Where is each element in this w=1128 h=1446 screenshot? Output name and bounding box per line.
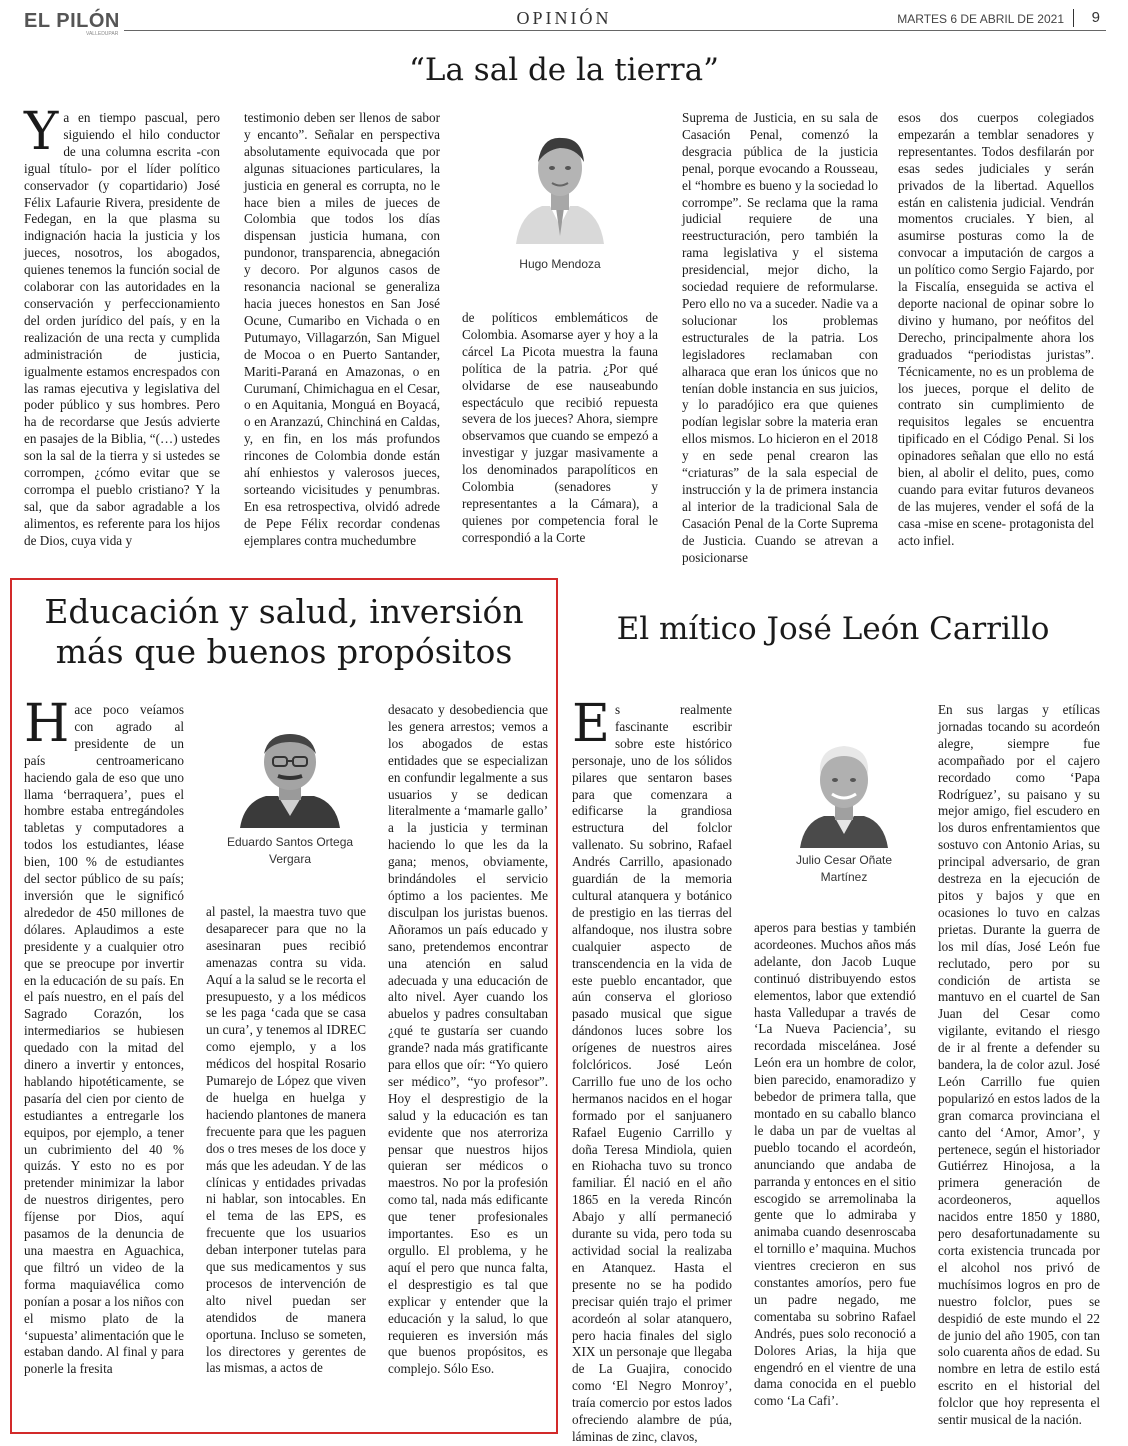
article-top-col-3: de políticos emblemáticos de Colombia. Asomarse ayer y hoy a la cárcel La Picota muestra la fauna política de la patria. ¿Por qué olvidarse de ese nauseabundo espectáculo que recibió repuesta severa de los jueces? Ahora, siempre observamos que cuando se empezó a investigar y juzgar masivamente a los denominados parapolíticos en Colombia (senadores y representantes a la Cámara), a quienes por competencia foral le correspondió a la Corte (462, 310, 658, 545)
article-text: a en tiempo pascual, pero siguiendo el hilo conductor de una columna escrita -con igual título- por el líder político conservador (y copartidario) José Félix Lafaurie Rivera, presidente de Fedegan, en la que plasma su indignación hacia la justicia y los jueces, nosotros, los abogados, quienes tenemos la función social de colaborar con las autoridades en la conservación y perfeccionamiento del orden jurídico del país, y en la realización de una recta y cumplida administración de justicia, igualmente estamos encrespados con las ramas ejecutiva y legislativa del poder público y sus hombres. Pero ha de recordarse que Jesús advierte en pasajes de la Biblia, “(…) ustedes son la sal de la tierra y si ustedes se corrompen, ¿cómo evitar que se corrompa el pueblo cristiano? Y la sal, que da sabor agradable a los alimentos, es referente para los hijos de Dios, cuya vida y (24, 110, 220, 548)
newspaper-logo: EL PILÓN (24, 10, 120, 32)
header-rule (124, 30, 1106, 31)
author-caption (206, 834, 374, 868)
title-line-2: más que buenos propósitos (55, 632, 513, 671)
author-name-line-2: Martínez (820, 870, 868, 884)
article-text: ace poco veíamos con agrado al presidente de un país centroamericano haciendo gala de eso que uno llama ‘berraquera’, pues el hombre estaba entregándoles tabletas y computadores a todos los estudiantes, léase bien, 100 % de estudiantes del sector público de su país; inversión que le significó alrededor de 450 millones de dólares. Aplaudimos a este presidente y a cualquier otro que se preocupe por invertir en la educación de su país. En el país nuestro, en el país del Sagrado Corazón, los intermediarios se hubiesen quedado con la mitad del dinero a invertir y entonces, hablando hipotéticamente, se pasaría del cien por ciento de estudiantes a entregarle los equipos, por ejemplo, a tener un cubrimiento del 40 % quizás. Y esto no es por pretender minimizar la labor de nuestros dirigentes, pero fíjense por Dios, aquí pasamos de la denuncia de una maestra en Aguachica, que filtró un video de la forma maquiavélica como ponían a posar a los niños con el mismo plato de la ‘supuesta’ alimentación que le estaban dando. Al final y para ponerle la fresita (24, 702, 184, 1377)
article-right-col-2: aperos para bestias y también acordeones. Muchos años más adelante, don Jacob Luque continuó distribuyendo estos elementos, labor que extendió hasta Valledupar a través de ‘La Nueva Paciencia’, su recordada miscelánea. José León era un hombre de color, bien parecido, enamoradizo y bebedor de primera talla, que montado en su caballo blanco le daba un par de vueltas al pueblo tocando el acordeón, anunciando que andaba de parranda y entonces en el sitio escogido se arremolinaba la gente que lo admiraba y animaba cuando desenroscaba el tornillo e’ maquina. Muchos vientres crecieron en sus constantes amoríos, pero fue un padre negado, me comentaba su sobrino Rafael Andrés, pues solo reconoció a Dolores Arias, la hija que engendró en el vientre de una dama conocida en el pueblo como ‘La Cafi’. (754, 920, 916, 1409)
author-name-line-1: Eduardo Santos Ortega (226, 835, 354, 849)
author-portrait-eduardo-santos (232, 724, 348, 828)
article-top-col-1 (24, 102, 220, 548)
header-divider (1073, 9, 1074, 27)
logo-subtitle: VALLEDUPAR (86, 31, 119, 37)
author-caption (760, 852, 928, 886)
dropcap: Y (24, 102, 59, 162)
article-right-col-3: En sus largas y etílicas jornadas tocando su acordeón alegre, siempre fue acompañado por el cajero recordado como ‘Papa Rodríguez’, su paisano y su mejor amigo, fiel escudero en los duros enfrentamientos que sostuvo con Antonio Arias, su principal adversario, de gran destreza en la ejecución de pitos y bajos y que en ocasiones lo tuvo en calzas prietas. Durante la guerra de los mil días, José León fue reclutado, pero por su condición de artista se mantuvo en el cuartel de San Juan del Cesar como vigilante, evitando el riesgo de ir al frente a defender su bandera, la de color azul. José León Carrillo fue quien popularizó en estos lados de la gran comarca provinciana el canto del ‘Amor, Amor’, y pertenece, según el historiador Gutiérrez Hinojosa, a la primera generación de acordeoneros, aquellos nacidos entre 1850 y 1880, pero desafortunadamente su corta existencia truncada por el alcohol nos privó de muchísimos logros en pro de nuestro folclor, pues se despidió de este mundo el 22 de junio del año 1905, con tan solo cuarenta años de edad. Su nombre en letra de estilo está escrito en el historial del folclor que hoy representa el sentir musical de la nación. (938, 702, 1100, 1428)
dropcap: E (572, 694, 610, 754)
author-portrait-hugo-mendoza (512, 126, 608, 244)
article-title-right: El mítico José León Carrillo (616, 611, 1050, 647)
dropcap: H (24, 694, 70, 754)
article-top-col-5: esos dos cuerpos colegiados empezarán a temblar senadores y representantes. Todos desfilarán por esas sedes judiciales y serán privados de la libertad. Aquellos están en calistenia judicial. Vendrán momentos cruciales. Y bien, al asumirse posturas como la de convocar a imputación de cargos a un político como Sergio Fajardo, por la Fiscalía, enseguida se activa el deporte nacional de opinar sobre lo divino y humano, por neófitos del Derecho, principalmente ahora los graduados “periodistas juristas”. Técnicamente, no es un problema de los jueces, porque el delito de contrato sin cumplimiento de requisitos legales se encuentra tipificado en el Código Penal. Si los opinadores señalan que ello no está bien, al abolir el delito, pues, como cuando para evitar futuros devaneos de las mujeres, vender el sofá de la casa -mise en scene- protagonista del acto infiel. (898, 110, 1094, 548)
article-top-col-2: testimonio deben ser llenos de sabor y encanto”. Señalar en perspectiva absolutamente equivocada que por algunas situaciones particulares, la justicia en general es corrupta, no le hace bien a miles de jueces de Colombia que todos los días dispensan justicia humana, con pundonor, transparencia, abnegación y decoro. Por algunos casos de resonancia nacional se generaliza hacia jueces honestos en San José Ocune, Cumaribo en Vichada o en Putumayo, Villagarzón, San Miguel de Mocoa o en Puerto Santander, Mariti-Paraná en Amazonas, o en Curumaní, Chimichagua en el Cesar, o en Aquitania, Monguá en Boyacá, o en Aranzazú, Chinchiná en Caldas, y, en fin, en los más profundos rincones de Colombia donde están ahí enhiestos y valerosos jueces, sorteando vicisitudes y penumbras. En esa retrospectiva, olvidó adrede de Pepe Félix recordar condenas ejemplares contra muchedumbre (244, 110, 440, 548)
page-number: 9 (1091, 9, 1100, 26)
article-left-col-2: al pastel, la maestra tuvo que desaparecer para que no la asesinaran pues recibió amenazas contra su vida. Aquí a la salud se le recorta el presupuesto, y a los médicos se les paga ‘cada que se casa un cura’, y tenemos al IDREC como ejemplo, y a los médicos del hospital Rosario Pumarejo de López que viven de huelga en huelga y haciendo plantones de manera frecuente para que les paguen dos o tres meses de los doce y más que les adeudan. Y de las clínicas y entidades privadas ni hablar, son intocables. En el tema de las EPS, es frecuente que los usuarios deban interponer tutelas para que sus medicamentos y sus procesos de intervención de alto nivel puedan ser atendidos de manera oportuna. Incluso se someten, los directores y gerentes de las mismas, a actos de (206, 904, 366, 1376)
section-name: OPINIÓN (516, 8, 612, 28)
author-name-line-1: Julio Cesar Oñate (795, 853, 893, 867)
author-portrait-julio-cesar (796, 738, 892, 848)
masthead (0, 0, 1128, 42)
article-title-left (12, 592, 556, 672)
issue-date: MARTES 6 DE ABRIL DE 2021 (897, 12, 1064, 26)
author-caption: Hugo Mendoza (519, 257, 601, 271)
author-name-line-2: Vergara (268, 852, 312, 866)
article-top-col-4: Suprema de Justicia, en su sala de Casación Penal, comenzó la desgracia pública de la justicia penal, porque evocando a Rousseau, el “hombre es bueno y la sociedad lo corrompe”. Se reclama que la rama judicial requiere de una reestructuración, pero también la rama legislativa y el sistema presidencial, mejor dicho, la sociedad requiere de reformularse. Pero ello no va a suceder. Nadie va a solucionar los problemas estructurales de la patria. Los legisladores reclamaban con alharaca que eran los únicos que no tenían doble instancia en sus juicios, y lo paradójico era que quienes podían legislar sobre la materia eran ellos mismos. Lo hicieron en el 2018 y en sede penal crearon las “criaturas” de la sala especial de instrucción y la de primera instancia al interior de la tradicional Sala de Casación Penal de la Corte Suprema de Justicia. Cuando se atrevan a posicionarse (682, 110, 878, 565)
article-right-col-1 (572, 694, 732, 1444)
title-line-1: Educación y salud, inversión (44, 592, 524, 631)
article-left-col-3: desacato y desobediencia que les genera arrestos; vemos a los abogados de estas entidades que se especializan en confundir legalmente a sus usuarios y se dedican literalmente a ‘mamarle gallo’ a la justicia y terminan haciendo lo que les da la gana; menos, obviamente, brindándoles el servicio óptimo a los pacientes. Me disculpan los juristas buenos. Añoramos un país educado y sano, pretendemos encontrar una atención en salud adecuada y una educación de alto nivel. Ayer cuando los abuelos y padres consultaban ¿qué te gustaría ser cuando grande? nada más gratificante para ellos que oír: “Yo quiero ser médico”, “yo profesor”. Hoy el desprestigio de la salud y la educación es tan evidente que nos aterroriza pensar que nuestros hijos quieran ser médicos o maestros. No por la profesión como tal, nada más edificante que tener profesionales importantes. Eso es un orgullo. El problema, y he aquí el pero que nunca falta, el desprestigio es tal que explicar y entender que la educación y la salud, lo que requieren es inversión más que buenos propósitos, es complejo. Sólo Eso. (388, 702, 549, 1377)
article-left-col-1 (24, 694, 184, 1418)
article-title-top: “La sal de la tierra” (409, 52, 719, 88)
article-text: s realmente fascinante escribir sobre este histórico personaje, uno de los sólidos pilares que sentaron bases para que comenzara a edificarse la grandiosa estructura del folclor vallenato. Su sobrino, Rafael Andrés Carrillo, apasionado guardián de la memoria cultural atanquera y botánico de prestigio en las tierras del alfandoque, nos ilustra sobre cualquier aspecto de transcendencia en la vida de este pueblo encantador, que aún conserva el glorioso pasado musical que sigue dándonos luces sobre los orígenes de nuestros aires folclóricos. José León Carrillo fue uno de los ocho hermanos nacidos en el hogar formado por el sanjuanero Rafael Eugenio Carrillo y doña Teresa Mindiola, quien en Riohacha tuvo su tronco familiar. Él nació en el año 1865 en la vereda Rincón Abajo y allí permaneció durante su vida, pero toda su actividad social la realizaba en Atanquez. Hasta el presente no se ha podido precisar quién trajo el primer acordeón al solar atanquero, pero hacia finales del siglo XIX un personaje que llegaba de La Guajira, conocido como ‘El Negro Monroy’, traía comercio por estos lados ofreciendo alambre de púa, láminas de zinc, clavos, (572, 702, 732, 1444)
